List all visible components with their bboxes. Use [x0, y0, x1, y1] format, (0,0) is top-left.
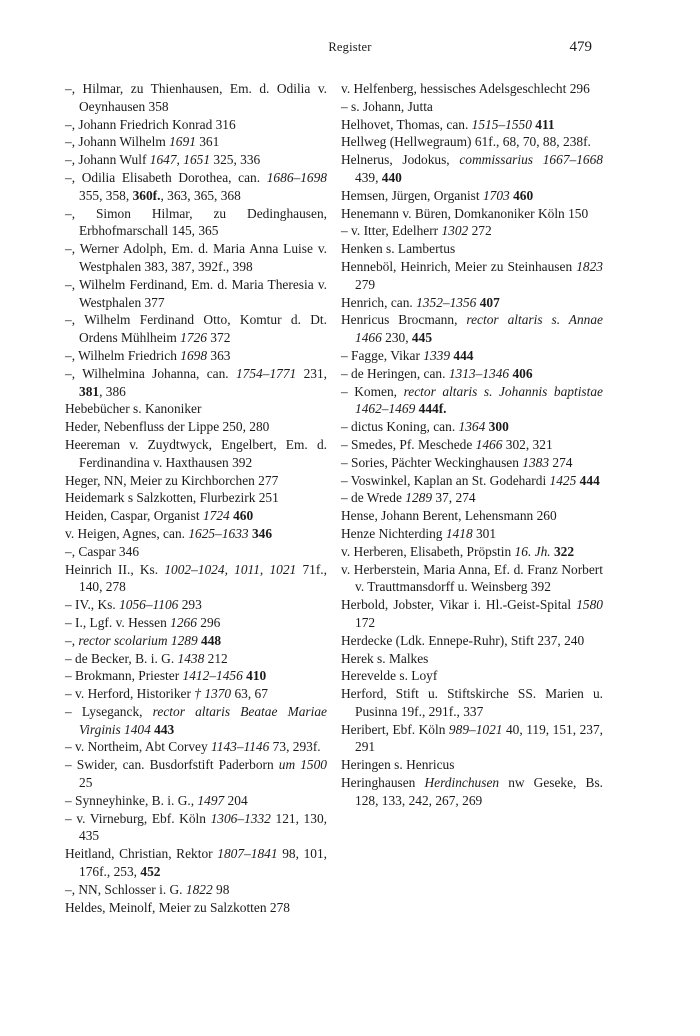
italic-text: 1698: [180, 347, 208, 363]
page-ref-bold: 406: [512, 365, 533, 381]
entry-text: – v. Herford, Historiker: [65, 686, 195, 702]
italic-text: um 1500: [278, 757, 328, 773]
entry-text: Herbold, Jobster, Vikar i. Hl.-Geist-Spital: [341, 597, 577, 613]
entry-text: – Fagge, Vikar: [341, 347, 424, 363]
index-entry: [65, 507, 327, 525]
entry-text: – de Becker, B. i. G.: [65, 650, 178, 666]
italic-text: 1497: [197, 792, 225, 808]
entry-text: Heereman v. Zuydtwyck, Engelbert, Em. d. Ferdinandina v. Haxthausen 392: [65, 436, 327, 470]
italic-text: 1438: [177, 650, 205, 666]
entry-text: – v. Itter, Edelherr: [341, 223, 442, 239]
index-entry: [65, 881, 327, 899]
entry-text: – dictus Koning, can.: [341, 419, 459, 435]
index-entry: [65, 792, 327, 810]
index-entry: [341, 632, 603, 650]
entry-text: 73, 293f.: [269, 739, 321, 755]
index-entry: [341, 489, 603, 507]
entry-text: 98, 101, 176f., 253,: [79, 846, 328, 880]
italic-text: 1425: [549, 472, 577, 488]
index-entry: [341, 151, 603, 187]
entry-text: –, Johann Wilhelm: [65, 134, 170, 150]
entry-text: Heger, NN, Meier zu Kirchborchen 277: [65, 472, 279, 488]
entry-text: – Brokmann, Priester: [65, 668, 183, 684]
entry-text: Heitland, Christian, Rektor: [65, 846, 218, 862]
index-entry: [65, 133, 327, 151]
italic-text: 1822: [185, 881, 213, 897]
entry-text: –, Wilhelm Ferdinand, Em. d. Maria Theresia v. Westphalen 377: [65, 276, 327, 310]
entry-text: 355, 358,: [79, 187, 133, 203]
entry-text: – IV., Ks.: [65, 597, 120, 613]
index-entry: [65, 205, 327, 241]
index-entry: [341, 507, 603, 525]
italic-text: 1726: [180, 330, 207, 346]
index-entry: [341, 347, 603, 365]
index-entry: [341, 596, 603, 632]
index-entry: [341, 436, 603, 454]
italic-text: 16. Jh.: [514, 543, 551, 559]
italic-text: 1339: [423, 347, 451, 363]
index-entry: [341, 685, 603, 721]
index-entry: [65, 151, 327, 169]
entry-text: Henken s. Lambertus: [341, 241, 456, 257]
entry-text: –, Johann Friedrich Konrad 316: [65, 116, 236, 132]
index-entry: [65, 472, 327, 490]
index-entry: [65, 667, 327, 685]
index-entry: [341, 240, 603, 258]
page-ref-bold: 410: [246, 668, 267, 684]
entry-text: Henrich, can.: [341, 294, 417, 310]
index-entry: [65, 596, 327, 614]
entry-text: v. Herberen, Elisabeth, Pröpstin: [341, 543, 515, 559]
entry-text: 272: [468, 223, 492, 239]
running-head: Register: [328, 40, 372, 54]
entry-text: v. Herberstein, Maria Anna, Ef. d. Franz Norbert v. Trauttmansdorff u. Weinsberg 392: [341, 561, 603, 595]
entry-text: Henneböl, Heinrich, Meier zu Steinhausen: [341, 258, 577, 274]
italic-text: 1352–1356: [416, 294, 477, 310]
entry-text: Herek s. Malkes: [341, 650, 429, 666]
entry-text: – I., Lgf. v. Hessen: [65, 614, 171, 630]
entry-text: 325, 336: [210, 152, 261, 168]
italic-text: rector scolarium 1289: [78, 632, 198, 648]
index-entry: [65, 116, 327, 134]
entry-text: 372: [206, 330, 231, 346]
index-entry: [65, 899, 327, 917]
italic-text: 1056–1106: [119, 597, 179, 613]
entry-text: –, Johann Wulf: [65, 152, 150, 168]
italic-text: 1807–1841: [217, 846, 278, 862]
italic-text: 1823: [576, 258, 603, 274]
page-ref-bold: 381: [79, 383, 100, 399]
index-entry: [341, 80, 603, 98]
entry-text: –, Werner Adolph, Em. d. Maria Anna Luise v. Westphalen 383, 387, 392f., 398: [65, 241, 327, 274]
entry-text: 230,: [381, 330, 412, 346]
page-ref-bold: 444: [453, 347, 474, 363]
entry-text: – de Wrede: [341, 490, 406, 506]
italic-text: 1143–1146: [211, 739, 270, 755]
entry-text: Herevelde s. Loyf: [341, 668, 438, 684]
entry-text: – Lyseganck,: [65, 703, 153, 719]
entry-text: Hebebücher s. Kanoniker: [65, 401, 202, 417]
index-column-right: [341, 80, 603, 810]
entry-text: , 386: [99, 383, 126, 399]
index-entry: [65, 240, 327, 276]
italic-text: 1703: [482, 187, 510, 203]
page-header: [0, 40, 700, 60]
index-entry: [65, 632, 327, 650]
index-entry: [65, 347, 327, 365]
italic-text: 1289: [405, 490, 433, 506]
entry-text: – de Heringen, can.: [341, 365, 449, 381]
entry-text: – v. Northeim, Abt Corvey: [65, 739, 212, 755]
entry-text: – v. Virneburg, Ebf. Köln: [65, 810, 211, 826]
entry-text: 204: [224, 792, 248, 808]
entry-text: 361: [195, 134, 220, 150]
page-ref-bold: 460: [513, 187, 534, 203]
entry-text: Heribert, Ebf. Köln: [341, 721, 449, 737]
index-entry: [341, 418, 603, 436]
entry-text: 279: [355, 276, 376, 292]
index-entry: [65, 738, 327, 756]
entry-text: 439,: [355, 169, 382, 185]
index-entry: [341, 650, 603, 668]
index-entry: [341, 721, 603, 757]
entry-text: – Smedes, Pf. Meschede: [341, 436, 476, 452]
italic-text: 1724: [202, 508, 230, 524]
page-ref-bold: 346: [251, 525, 273, 541]
index-entry: [65, 80, 327, 116]
page-ref-bold: 460: [233, 508, 254, 524]
italic-text: 1302: [441, 223, 469, 239]
index-entry: [65, 525, 327, 543]
entry-text: nw Geseke, Bs. 128, 133, 242, 267, 269: [355, 775, 603, 808]
entry-text: 71f., 140, 278: [79, 561, 327, 595]
index-entry: [341, 667, 603, 685]
index-entry: [341, 133, 603, 151]
entry-text: Herdecke (Ldk. Ennepe-Ruhr), Stift 237, 240: [341, 632, 585, 648]
italic-text: 1313–1346: [448, 365, 510, 381]
entry-text: 302, 321: [502, 436, 553, 452]
entry-text: Herford, Stift u. Stiftskirche SS. Marien u. Pusinna 19f., 291f., 337: [341, 686, 603, 719]
italic-text: Herdinchusen: [424, 775, 500, 791]
entry-text: 212: [204, 650, 228, 666]
index-entry: [341, 205, 603, 223]
entry-text: 63, 67: [231, 686, 268, 702]
entry-text: –, Odilia Elisabeth Dorothea, can.: [65, 169, 267, 185]
entry-text: Hemsen, Jürgen, Organist: [341, 187, 483, 203]
entry-text: – Voswinkel, Kaplan an St. Godehardi: [341, 472, 550, 488]
italic-text: 1002–1024, 1011, 1021: [164, 561, 297, 577]
index-entry: [341, 365, 603, 383]
italic-text: rector altaris Beatae Mariae Virginis 1404: [79, 703, 327, 737]
index-entry: [341, 454, 603, 472]
entry-text: v. Heigen, Agnes, can.: [65, 525, 189, 541]
page-ref-bold: 443: [154, 721, 175, 737]
index-entry: [341, 187, 603, 205]
entry-text: 274: [549, 454, 573, 470]
entry-text: 25: [79, 775, 93, 791]
index-column-left: [65, 80, 327, 916]
entry-text: 98: [212, 881, 230, 897]
entry-text: Hense, Johann Berent, Lehensmann 260: [341, 508, 557, 524]
entry-text: Helnerus, Jodokus,: [341, 152, 460, 168]
entry-text: 40, 119, 151, 237, 291: [355, 721, 604, 755]
page-ref-bold: 444f.: [418, 401, 447, 417]
page-ref-bold: 300: [488, 419, 509, 435]
italic-text: rector altaris s. Johannis baptistae 1462–1469: [355, 383, 603, 417]
index-entry: [341, 561, 603, 597]
italic-text: 1364: [458, 419, 486, 435]
entry-text: Heringen s. Henricus: [341, 757, 455, 773]
page-ref-bold: 452: [140, 864, 161, 880]
index-entry: [65, 436, 327, 472]
page-ref-bold: 360f.: [132, 187, 161, 203]
entry-text: Helhovet, Thomas, can.: [341, 116, 472, 132]
entry-text: , 363, 365, 368: [160, 187, 241, 203]
index-entry: [341, 294, 603, 312]
italic-text: 1383: [522, 454, 550, 470]
italic-text: 1691: [169, 134, 196, 150]
index-entry: [65, 685, 327, 703]
index-entry: [341, 383, 603, 419]
index-entry: [341, 472, 603, 490]
italic-text: commissarius 1667–1668: [459, 152, 603, 168]
entry-text: 37, 274: [432, 490, 476, 506]
entry-text: 293: [178, 597, 202, 613]
page-ref-bold: 445: [411, 330, 433, 346]
entry-text: – s. Johann, Jutta: [341, 98, 433, 114]
italic-text: 1686–1698: [266, 169, 327, 185]
entry-text: –,: [65, 632, 79, 648]
index-entry: [65, 810, 327, 846]
entry-text: 172: [355, 614, 376, 630]
index-entry: [341, 756, 603, 774]
page-ref-bold: 411: [535, 116, 555, 132]
index-entry: [341, 311, 603, 347]
index-entry: [341, 258, 603, 294]
index-entry: [65, 400, 327, 418]
page-ref-bold: 322: [553, 543, 575, 559]
index-entry: [65, 650, 327, 668]
index-entry: [341, 543, 603, 561]
index-entry: [65, 543, 327, 561]
entry-text: –, Wilhelm Friedrich: [65, 347, 181, 363]
italic-text: 1266: [170, 614, 197, 630]
index-entry: [65, 276, 327, 312]
entry-text: –, Wilhelmina Johanna, can.: [65, 365, 236, 381]
index-entry: [341, 774, 603, 810]
entry-text: Henze Nichterding: [341, 525, 446, 541]
entry-text: Heinrich II., Ks.: [65, 561, 165, 577]
entry-text: Heder, Nebenfluss der Lippe 250, 280: [65, 419, 270, 435]
index-entry: [65, 311, 327, 347]
entry-text: Heringhausen: [341, 775, 425, 791]
index-entry: [65, 561, 327, 597]
index-entry: [65, 703, 327, 739]
italic-text: 1306–1332: [210, 810, 271, 826]
index-entry: [341, 98, 603, 116]
entry-text: –, Simon Hilmar, zu Dedinghausen, Erbhofmarschall 145, 365: [65, 205, 327, 239]
italic-text: † 1370: [194, 686, 232, 702]
page-ref-bold: 448: [201, 632, 222, 648]
index-entry: [341, 222, 603, 240]
entry-text: 363: [207, 347, 231, 363]
entry-text: 301: [472, 525, 497, 541]
entry-text: Hellweg (Hellwegraum) 61f., 68, 70, 88, 238f.: [341, 134, 591, 150]
italic-text: 1412–1456: [182, 668, 243, 684]
entry-text: Henricus Brocmann,: [341, 312, 467, 328]
page-ref-bold: 407: [479, 294, 500, 310]
italic-text: 1515–1550: [471, 116, 532, 132]
index-entry: [65, 756, 327, 792]
page-ref-bold: 440: [381, 169, 402, 185]
italic-text: rector altaris s. Annae 1466: [355, 312, 603, 346]
italic-text: 989–1021: [448, 721, 503, 737]
entry-text: – Synneyhinke, B. i. G.,: [65, 792, 198, 808]
index-entry: [65, 489, 327, 507]
italic-text: 1647, 1651: [149, 152, 211, 168]
italic-text: 1754–1771: [235, 365, 297, 381]
entry-text: v. Helfenberg, hessisches Adelsgeschlecht 296: [341, 81, 590, 96]
entry-text: –, NN, Schlosser i. G.: [65, 881, 186, 897]
entry-text: – Sories, Pächter Weckinghausen: [341, 454, 523, 470]
entry-text: –, Hilmar, zu Thienhausen, Em. d. Odilia v. Oeynhausen 358: [65, 81, 327, 114]
entry-text: Heldes, Meinolf, Meier zu Salzkotten 278: [65, 899, 290, 915]
entry-text: –, Wilhelm Ferdinand Otto, Komtur d. Dt. Ordens Mühlheim: [65, 312, 327, 346]
italic-text: 1466: [475, 436, 503, 452]
entry-text: Heidemark s Salzkotten, Flurbezirk 251: [65, 490, 279, 506]
index-entry: [65, 169, 327, 205]
index-entry: [65, 365, 327, 401]
index-entry: [65, 845, 327, 881]
italic-text: 1418: [445, 525, 473, 541]
index-entry: [65, 418, 327, 436]
entry-text: 121, 130, 435: [79, 810, 327, 844]
italic-text: 1625–1633: [188, 525, 249, 541]
entry-text: –, Caspar 346: [65, 543, 140, 559]
italic-text: 1580: [576, 597, 603, 613]
index-entry: [65, 614, 327, 632]
entry-text: – Swider, can. Busdorfstift Paderborn: [65, 757, 279, 773]
entry-text: 231,: [296, 365, 327, 381]
entry-text: – Komen,: [341, 383, 404, 399]
page-ref-bold: 444: [579, 472, 600, 488]
index-entry: [341, 116, 603, 134]
entry-text: Henemann v. Büren, Domkanoniker Köln 150: [341, 205, 589, 221]
index-entry: [341, 525, 603, 543]
entry-text: 296: [196, 614, 221, 630]
page-number: 479: [569, 39, 592, 55]
entry-text: Heiden, Caspar, Organist: [65, 508, 203, 524]
